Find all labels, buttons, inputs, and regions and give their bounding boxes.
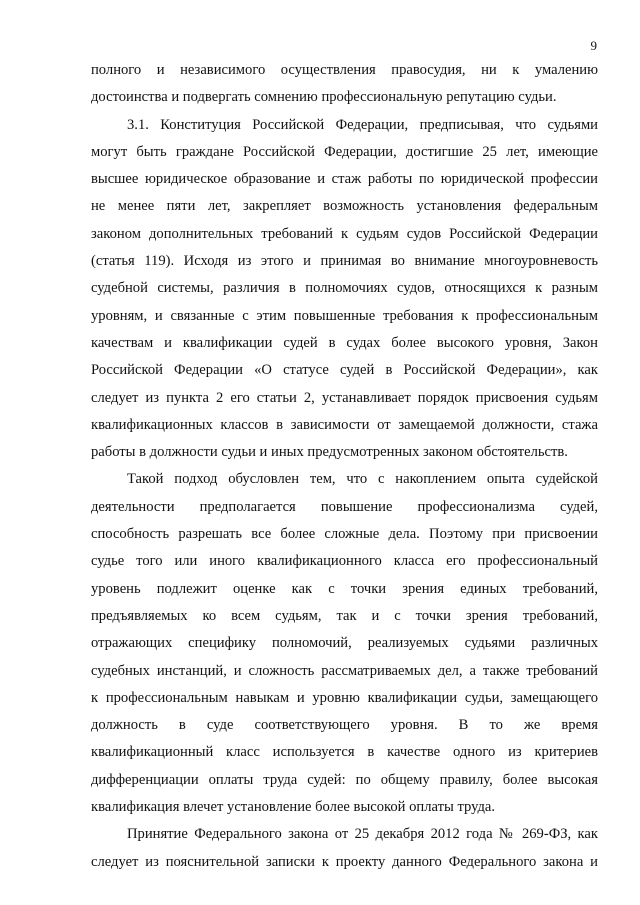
text-line: (статья 119). Исходя из этого и принимая во внимание многоуровневость: [91, 253, 598, 270]
text-line: предъявляемых ко всем судьям, так и с точки зрения требований,: [91, 607, 598, 624]
text-line: Российской Федерации «О статусе судей в Российской Федерации», как: [91, 362, 598, 379]
text-line: уровням, и связанные с этим повышенные требования к профессиональным: [91, 307, 598, 324]
text-line: способность разрешать все более сложные дела. Поэтому при присвоении: [91, 526, 598, 543]
text-line: к профессиональным навыкам и уровню квалификации судьи, замещающего: [91, 689, 598, 706]
text-line: Принятие Федерального закона от 25 декабря 2012 года № 269-ФЗ, как: [127, 826, 598, 843]
text-line: законом дополнительных требований к судьям судов Российской Федерации: [91, 225, 598, 242]
document-body: [91, 57, 598, 876]
text-line: 3.1. Конституция Российской Федерации, предписывая, что судьями: [127, 116, 598, 133]
text-line: уровень подлежит оценке как с точки зрения единых требований,: [91, 580, 598, 597]
text-line: квалификационных классов в зависимости от замещаемой должности, стажа: [91, 416, 598, 433]
text-line: достоинства и подвергать сомнению профессиональную репутацию судьи.: [91, 89, 557, 106]
text-line: качествам и квалификации судей в судах более высокого уровня, Закон: [91, 334, 598, 351]
text-line: судебных инстанций, и сложность рассматриваемых дел, а также требований: [91, 662, 598, 679]
paragraph: [91, 466, 598, 821]
text-line: работы в должности судьи и иных предусмотренных законом обстоятельств.: [91, 444, 568, 461]
text-line: высшее юридическое образование и стаж работы по юридической профессии: [91, 171, 598, 188]
text-line: должность в суде соответствующего уровня. В то же время: [91, 717, 598, 734]
text-line: следует из пункта 2 его статьи 2, устанавливает порядок присвоения судьям: [91, 389, 598, 406]
paragraph: [91, 57, 598, 112]
text-line: следует из пояснительной записки к проекту данного Федерального закона и: [91, 853, 598, 870]
text-line: Такой подход обусловлен тем, что с накоплением опыта судейской: [127, 471, 598, 488]
page-number: 9: [590, 38, 597, 53]
text-line: судебной системы, различия в полномочиях судов, относящихся к разным: [91, 280, 598, 297]
text-line: дифференциации оплаты труда судей: по общему правилу, более высокая: [91, 771, 598, 788]
paragraph: [91, 112, 598, 467]
text-line: могут быть граждане Российской Федерации, достигшие 25 лет, имеющие: [91, 143, 598, 160]
text-line: квалификация влечет установление более высокой оплаты труда.: [91, 799, 496, 816]
text-line: не менее пяти лет, закрепляет возможность установления федеральным: [91, 198, 598, 215]
text-line: деятельности предполагается повышение профессионализма судей,: [91, 498, 598, 515]
text-line: квалификационный класс используется в качестве одного из критериев: [91, 744, 598, 761]
text-line: полного и независимого осуществления правосудия, ни к умалению: [91, 62, 598, 78]
text-line: судье того или иного квалификационного класса его профессиональный: [91, 553, 598, 570]
text-line: отражающих специфику полномочий, реализуемых судьями различных: [91, 635, 598, 652]
paragraph: [91, 821, 598, 876]
